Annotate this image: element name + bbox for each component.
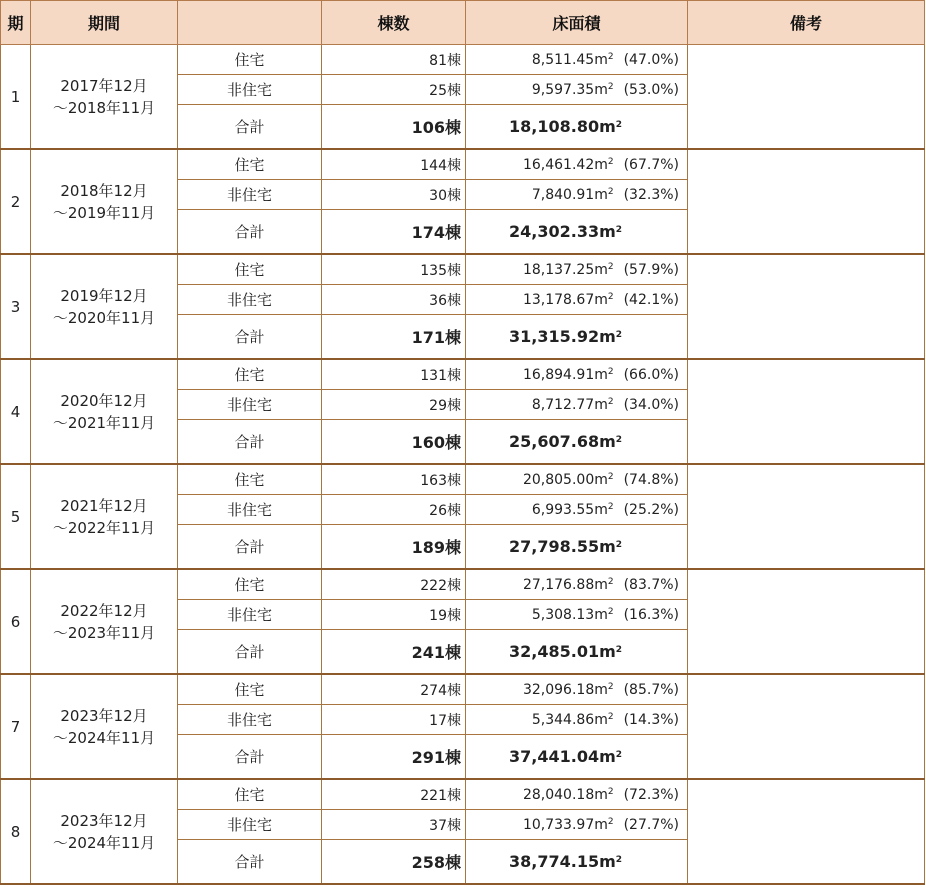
non-housing-percent: (42.1%): [623, 291, 679, 308]
period-number: 6: [1, 569, 31, 674]
non-housing-count: 36棟: [322, 285, 466, 315]
non-housing-area: 6,993.55m: [531, 501, 608, 518]
housing-percent: (47.0%): [623, 51, 679, 68]
period-range: [31, 674, 178, 779]
housing-area: 16,894.91m: [522, 366, 608, 383]
period-number: 3: [1, 254, 31, 359]
total-count: 106棟: [322, 105, 466, 150]
total-area-cell: [466, 315, 688, 360]
housing-area-cell: [466, 149, 688, 180]
housing-percent: (67.7%): [623, 156, 679, 173]
housing-count: 274棟: [322, 674, 466, 705]
unit-superscript: 2: [607, 81, 614, 92]
housing-area: 18,137.25m: [522, 261, 608, 278]
housing-area: 27,176.88m: [522, 576, 608, 593]
unit-superscript: 2: [615, 750, 623, 760]
total-count: 189棟: [322, 525, 466, 570]
note-cell: [688, 569, 925, 674]
housing-row: [1, 464, 925, 495]
header-type: [178, 1, 322, 45]
unit-superscript: 2: [607, 711, 614, 722]
period-group: [1, 674, 925, 779]
type-non-housing-label: 非住宅: [178, 390, 322, 420]
unit-superscript: 2: [607, 291, 614, 302]
period-range: [31, 569, 178, 674]
type-total-label: 合計: [178, 525, 322, 570]
non-housing-area: 5,308.13m: [531, 606, 608, 623]
total-area-cell: [466, 105, 688, 150]
period-group: [1, 359, 925, 464]
non-housing-percent: (34.0%): [623, 396, 679, 413]
non-housing-count: 26棟: [322, 495, 466, 525]
type-total-label: 合計: [178, 630, 322, 675]
header-range: 期間: [31, 1, 178, 45]
total-area: 31,315.92m: [509, 327, 616, 346]
housing-row: [1, 779, 925, 810]
period-from: 2023年12月: [60, 706, 148, 725]
total-area-cell: [466, 525, 688, 570]
type-housing-label: 住宅: [178, 779, 322, 810]
period-range: [31, 149, 178, 254]
total-area: 32,485.01m: [509, 642, 616, 661]
total-area-cell: [466, 735, 688, 780]
non-housing-count: 17棟: [322, 705, 466, 735]
unit-superscript: 2: [607, 186, 614, 197]
housing-area: 32,096.18m: [522, 681, 608, 698]
type-non-housing-label: 非住宅: [178, 705, 322, 735]
note-cell: [688, 464, 925, 569]
housing-count: 222棟: [322, 569, 466, 600]
period-from: 2023年12月: [60, 811, 148, 830]
type-total-label: 合計: [178, 420, 322, 465]
non-housing-area: 9,597.35m: [531, 81, 608, 98]
non-housing-area-cell: [466, 705, 688, 735]
period-range: [31, 779, 178, 884]
unit-superscript: 2: [607, 366, 614, 377]
housing-count: 221棟: [322, 779, 466, 810]
unit-superscript: 2: [615, 225, 623, 235]
total-count: 171棟: [322, 315, 466, 360]
period-from: 2018年12月: [60, 181, 148, 200]
period-from: 2020年12月: [60, 391, 148, 410]
type-housing-label: 住宅: [178, 674, 322, 705]
housing-percent: (74.8%): [623, 471, 679, 488]
housing-area: 20,805.00m: [522, 471, 608, 488]
total-count: 241棟: [322, 630, 466, 675]
non-housing-area-cell: [466, 600, 688, 630]
total-count: 258棟: [322, 840, 466, 885]
type-housing-label: 住宅: [178, 569, 322, 600]
unit-superscript: 2: [615, 855, 623, 865]
housing-area-cell: [466, 254, 688, 285]
housing-row: [1, 359, 925, 390]
housing-count: 135棟: [322, 254, 466, 285]
unit-superscript: 2: [607, 501, 614, 512]
header-note: 備考: [688, 1, 925, 45]
unit-superscript: 2: [607, 51, 614, 62]
type-housing-label: 住宅: [178, 464, 322, 495]
total-count: 291棟: [322, 735, 466, 780]
total-area: 25,607.68m: [509, 432, 616, 451]
non-housing-area-cell: [466, 285, 688, 315]
note-cell: [688, 149, 925, 254]
note-cell: [688, 45, 925, 150]
unit-superscript: 2: [607, 471, 614, 482]
type-non-housing-label: 非住宅: [178, 495, 322, 525]
period-to: ～2020年11月: [52, 308, 156, 327]
housing-area-cell: [466, 569, 688, 600]
housing-percent: (66.0%): [623, 366, 679, 383]
total-area-cell: [466, 840, 688, 885]
period-to: ～2019年11月: [52, 203, 156, 222]
header-count: 棟数: [322, 1, 466, 45]
unit-superscript: 2: [607, 681, 614, 692]
total-area-cell: [466, 630, 688, 675]
non-housing-area: 10,733.97m: [522, 816, 608, 833]
non-housing-area-cell: [466, 810, 688, 840]
non-housing-percent: (14.3%): [623, 711, 679, 728]
period-range: [31, 45, 178, 150]
unit-superscript: 2: [607, 606, 614, 617]
note-cell: [688, 254, 925, 359]
non-housing-percent: (32.3%): [623, 186, 679, 203]
period-to: ～2018年11月: [52, 98, 156, 117]
housing-row: [1, 569, 925, 600]
note-cell: [688, 674, 925, 779]
non-housing-area-cell: [466, 180, 688, 210]
unit-superscript: 2: [607, 396, 614, 407]
period-group: [1, 254, 925, 359]
type-non-housing-label: 非住宅: [178, 600, 322, 630]
period-to: ～2021年11月: [52, 413, 156, 432]
housing-area-cell: [466, 359, 688, 390]
type-housing-label: 住宅: [178, 149, 322, 180]
header-period: 期: [1, 1, 31, 45]
type-housing-label: 住宅: [178, 254, 322, 285]
housing-percent: (72.3%): [623, 786, 679, 803]
housing-area: 28,040.18m: [522, 786, 608, 803]
unit-superscript: 2: [607, 816, 614, 827]
non-housing-count: 29棟: [322, 390, 466, 420]
total-area: 27,798.55m: [509, 537, 616, 556]
non-housing-percent: (25.2%): [623, 501, 679, 518]
housing-row: [1, 254, 925, 285]
type-total-label: 合計: [178, 840, 322, 885]
non-housing-area: 8,712.77m: [531, 396, 608, 413]
period-to: ～2024年11月: [52, 728, 156, 747]
period-to: ～2024年11月: [52, 833, 156, 852]
note-cell: [688, 359, 925, 464]
housing-count: 131棟: [322, 359, 466, 390]
housing-count: 81棟: [322, 45, 466, 75]
housing-row: [1, 674, 925, 705]
housing-row: [1, 45, 925, 75]
non-housing-area-cell: [466, 390, 688, 420]
period-from: 2021年12月: [60, 496, 148, 515]
total-area: 38,774.15m: [509, 852, 616, 871]
period-number: 2: [1, 149, 31, 254]
non-housing-area-cell: [466, 75, 688, 105]
period-range: [31, 464, 178, 569]
period-group: [1, 779, 925, 884]
unit-superscript: 2: [615, 120, 623, 130]
type-non-housing-label: 非住宅: [178, 285, 322, 315]
period-to: ～2023年11月: [52, 623, 156, 642]
unit-superscript: 2: [607, 261, 614, 272]
housing-percent: (85.7%): [623, 681, 679, 698]
non-housing-area: 5,344.86m: [531, 711, 608, 728]
housing-area-cell: [466, 779, 688, 810]
housing-area: 16,461.42m: [522, 156, 608, 173]
note-cell: [688, 779, 925, 884]
total-count: 160棟: [322, 420, 466, 465]
unit-superscript: 2: [615, 435, 623, 445]
non-housing-count: 30棟: [322, 180, 466, 210]
period-number: 8: [1, 779, 31, 884]
housing-count: 163棟: [322, 464, 466, 495]
housing-percent: (57.9%): [623, 261, 679, 278]
period-number: 7: [1, 674, 31, 779]
total-area: 37,441.04m: [509, 747, 616, 766]
total-count: 174棟: [322, 210, 466, 255]
total-area-cell: [466, 420, 688, 465]
non-housing-percent: (27.7%): [623, 816, 679, 833]
total-area: 24,302.33m: [509, 222, 616, 241]
period-number: 1: [1, 45, 31, 150]
header-row: [1, 1, 925, 45]
period-group: [1, 45, 925, 150]
period-group: [1, 149, 925, 254]
unit-superscript: 2: [615, 330, 623, 340]
non-housing-area: 13,178.67m: [522, 291, 608, 308]
type-non-housing-label: 非住宅: [178, 75, 322, 105]
unit-superscript: 2: [607, 786, 614, 797]
total-area: 18,108.80m: [509, 117, 616, 136]
type-non-housing-label: 非住宅: [178, 180, 322, 210]
period-group: [1, 569, 925, 674]
non-housing-percent: (16.3%): [623, 606, 679, 623]
total-area-cell: [466, 210, 688, 255]
type-total-label: 合計: [178, 735, 322, 780]
non-housing-area-cell: [466, 495, 688, 525]
housing-area-cell: [466, 464, 688, 495]
unit-superscript: 2: [615, 540, 623, 550]
period-from: 2019年12月: [60, 286, 148, 305]
period-group: [1, 464, 925, 569]
type-non-housing-label: 非住宅: [178, 810, 322, 840]
period-range: [31, 254, 178, 359]
non-housing-percent: (53.0%): [623, 81, 679, 98]
housing-area: 8,511.45m: [531, 51, 608, 68]
type-housing-label: 住宅: [178, 45, 322, 75]
period-number: 5: [1, 464, 31, 569]
non-housing-count: 19棟: [322, 600, 466, 630]
unit-superscript: 2: [607, 576, 614, 587]
type-total-label: 合計: [178, 315, 322, 360]
housing-percent: (83.7%): [623, 576, 679, 593]
housing-row: [1, 149, 925, 180]
type-total-label: 合計: [178, 105, 322, 150]
unit-superscript: 2: [615, 645, 623, 655]
header-area: 床面積: [466, 1, 688, 45]
housing-count: 144棟: [322, 149, 466, 180]
non-housing-count: 37棟: [322, 810, 466, 840]
period-number: 4: [1, 359, 31, 464]
period-from: 2022年12月: [60, 601, 148, 620]
type-housing-label: 住宅: [178, 359, 322, 390]
period-from: 2017年12月: [60, 76, 148, 95]
period-range: [31, 359, 178, 464]
non-housing-count: 25棟: [322, 75, 466, 105]
period-to: ～2022年11月: [52, 518, 156, 537]
non-housing-area: 7,840.91m: [531, 186, 608, 203]
housing-area-cell: [466, 674, 688, 705]
type-total-label: 合計: [178, 210, 322, 255]
housing-area-cell: [466, 45, 688, 75]
unit-superscript: 2: [607, 156, 614, 167]
